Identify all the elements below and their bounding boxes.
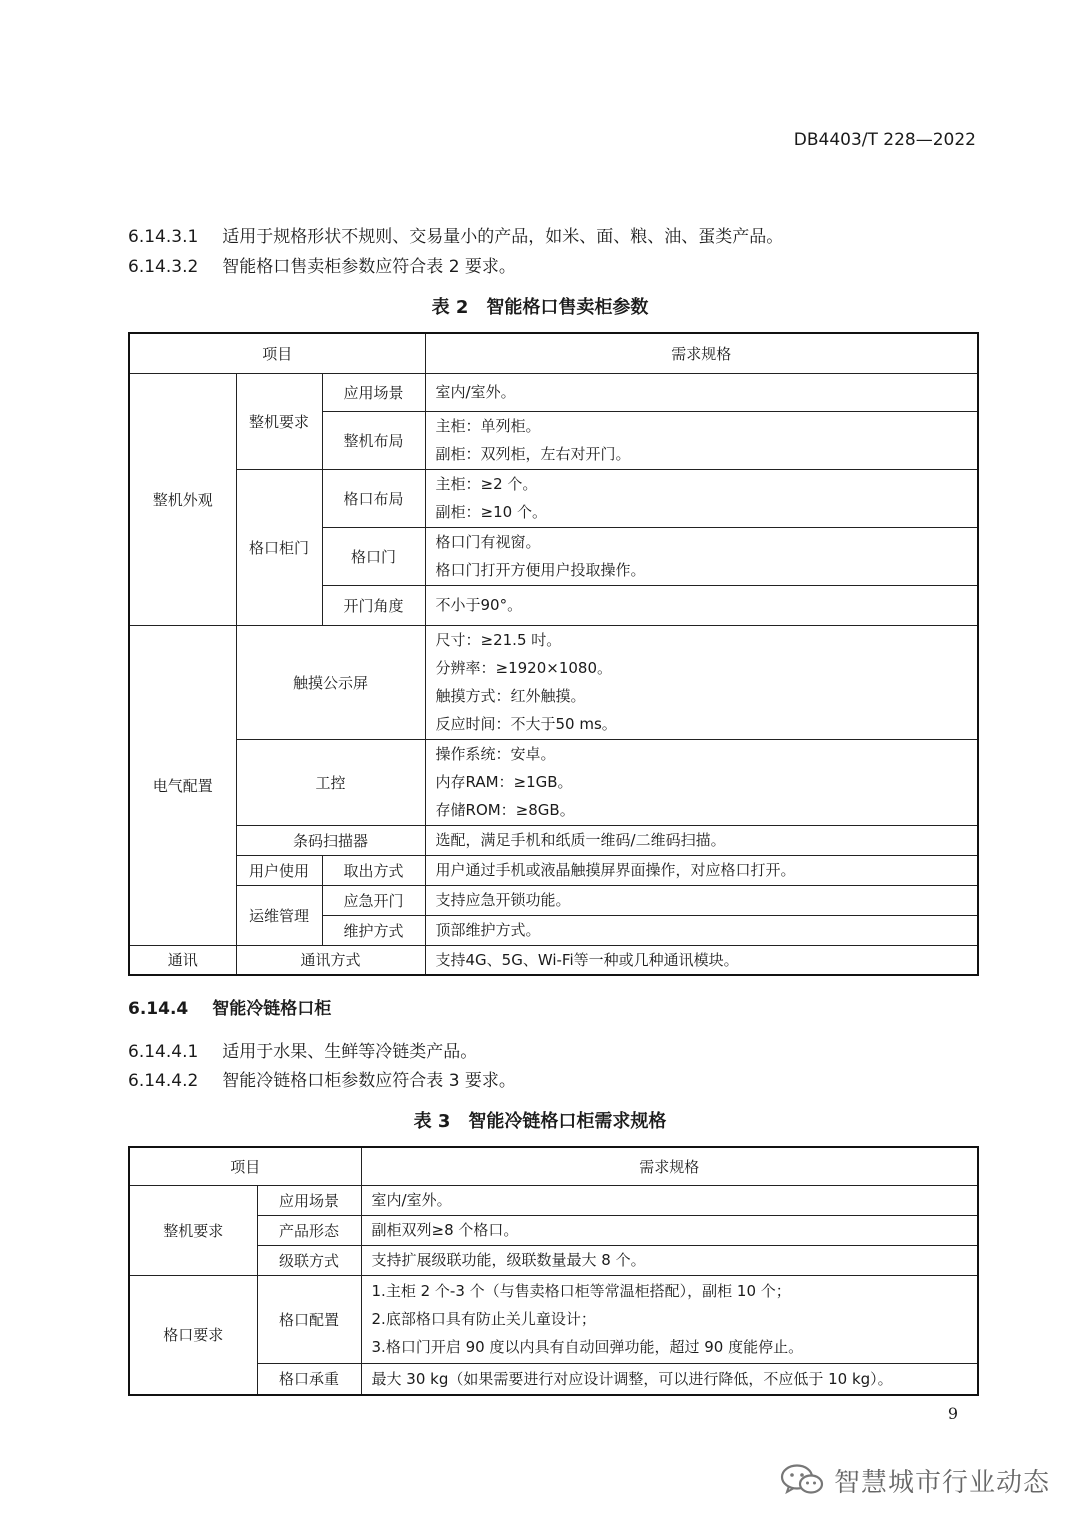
row-label: 应用场景 (257, 1185, 361, 1215)
table-2-caption: 表 2 智能格口售卖柜参数 (431, 297, 649, 318)
watermark-text: 智慧城市行业动态 (834, 1467, 1051, 1498)
section-number: 6.14.4 (128, 999, 189, 1019)
row-value: 支持应急开锁功能。 (425, 885, 978, 915)
row-label: 条码扫描器 (236, 825, 425, 855)
page-number: 9 (947, 1404, 958, 1423)
clause-number: 6.14.4.2 (128, 1071, 199, 1091)
table-row (129, 855, 978, 885)
table-row (129, 333, 978, 373)
row-label: 取出方式 (322, 855, 425, 885)
table-row (129, 469, 978, 527)
clause-6-14-4-1 (128, 1037, 477, 1062)
row-value: 最大 30 kg（如果需要进行对应设计调整，可以进行降低，不应低于 10 kg）。 (361, 1363, 978, 1395)
row-value: 主柜：≥2 个。 副柜：≥10 个。 (425, 469, 978, 527)
row-label: 应用场景 (322, 373, 425, 411)
row-value: 格口门有视窗。 格口门打开方便用户投取操作。 (425, 527, 978, 585)
row-value: 选配，满足手机和纸质一维码/二维码扫描。 (425, 825, 978, 855)
table-row (129, 739, 978, 825)
clause-6-14-4-2 (128, 1066, 516, 1091)
row-label: 触摸公示屏 (236, 625, 425, 739)
row-label: 格口布局 (322, 469, 425, 527)
table-row (129, 1363, 978, 1395)
document-id: DB4403/T 228—2022 (793, 130, 976, 150)
row-value: 支持4G、5G、Wi-Fi等一种或几种通讯模块。 (425, 945, 978, 975)
group-electric: 电气配置 (129, 625, 236, 945)
row-value: 主柜：单列柜。 副柜：双列柜，左右对开门。 (425, 411, 978, 469)
table-2 (128, 332, 979, 976)
section-6-14-4 (128, 994, 331, 1019)
table-row (129, 1215, 978, 1245)
clause-text: 适用于规格形状不规则、交易量小的产品，如米、面、粮、油、蛋类产品。 (222, 227, 784, 247)
row-label: 维护方式 (322, 915, 425, 945)
subgroup-door: 格口柜门 (236, 469, 322, 625)
subgroup-user: 用户使用 (236, 855, 322, 885)
clause-number: 6.14.3.1 (128, 227, 199, 247)
row-label: 级联方式 (257, 1245, 361, 1275)
clause-text: 智能冷链格口柜参数应符合表 3 要求。 (222, 1071, 516, 1091)
clause-number: 6.14.3.2 (128, 257, 199, 277)
row-value: 不小于90°。 (425, 585, 978, 625)
group-appearance: 整机外观 (129, 373, 236, 625)
row-value: 副柜双列≥8 个格口。 (361, 1215, 978, 1245)
clause-text: 智能格口售卖柜参数应符合表 2 要求。 (222, 257, 516, 277)
table-row (129, 1245, 978, 1275)
table-row (129, 1185, 978, 1215)
wechat-icon (780, 1463, 824, 1497)
row-value: 操作系统：安卓。 内存RAM：≥1GB。 存储ROM：≥8GB。 (425, 739, 978, 825)
clause-text: 适用于水果、生鲜等冷链类产品。 (222, 1042, 478, 1062)
group-machine: 整机要求 (129, 1185, 257, 1275)
table-row (129, 1275, 978, 1363)
table-3-caption: 表 3 智能冷链格口柜需求规格 (413, 1111, 667, 1132)
row-label: 开门角度 (322, 585, 425, 625)
row-label: 整机布局 (322, 411, 425, 469)
row-label: 应急开门 (322, 885, 425, 915)
row-label: 工控 (236, 739, 425, 825)
group-comm: 通讯 (129, 945, 236, 975)
row-label: 格口配置 (257, 1275, 361, 1363)
row-label: 通讯方式 (236, 945, 425, 975)
row-value: 支持扩展级联功能，级联数量最大 8 个。 (361, 1245, 978, 1275)
table-3 (128, 1146, 979, 1396)
clause-6-14-3-1 (128, 222, 783, 247)
subgroup-machine: 整机要求 (236, 373, 322, 469)
clause-number: 6.14.4.1 (128, 1042, 199, 1062)
table-row (129, 885, 978, 915)
group-grid: 格口要求 (129, 1275, 257, 1395)
table-row (129, 945, 978, 975)
row-value: 1.主柜 2 个-3 个（与售卖格口柜等常温柜搭配），副柜 10 个； 2.底部格口具有防止关儿童设计； 3.格口门开启 90 度以内具有自动回弹功能，超过 90 度能停止。 (361, 1275, 978, 1363)
row-value: 顶部维护方式。 (425, 915, 978, 945)
row-value: 室内/室外。 (361, 1185, 978, 1215)
table-row (129, 825, 978, 855)
row-label: 格口门 (322, 527, 425, 585)
row-value: 室内/室外。 (425, 373, 978, 411)
row-value: 尺寸：≥21.5 吋。 分辨率：≥1920×1080。 触摸方式：红外触摸。 反应时间：不大于50 ms。 (425, 625, 978, 739)
watermark (780, 1462, 1050, 1498)
section-title: 智能冷链格口柜 (212, 999, 332, 1019)
subgroup-ops: 运维管理 (236, 885, 322, 945)
row-value: 用户通过手机或液晶触摸屏界面操作，对应格口打开。 (425, 855, 978, 885)
header-requirement: 需求规格 (361, 1147, 978, 1185)
row-label: 格口承重 (257, 1363, 361, 1395)
header-item: 项目 (129, 1147, 361, 1185)
table-row (129, 373, 978, 411)
clause-6-14-3-2 (128, 252, 516, 277)
row-label: 产品形态 (257, 1215, 361, 1245)
table-row (129, 1147, 978, 1185)
header-requirement: 需求规格 (425, 333, 978, 373)
table-row (129, 625, 978, 739)
header-item: 项目 (129, 333, 425, 373)
